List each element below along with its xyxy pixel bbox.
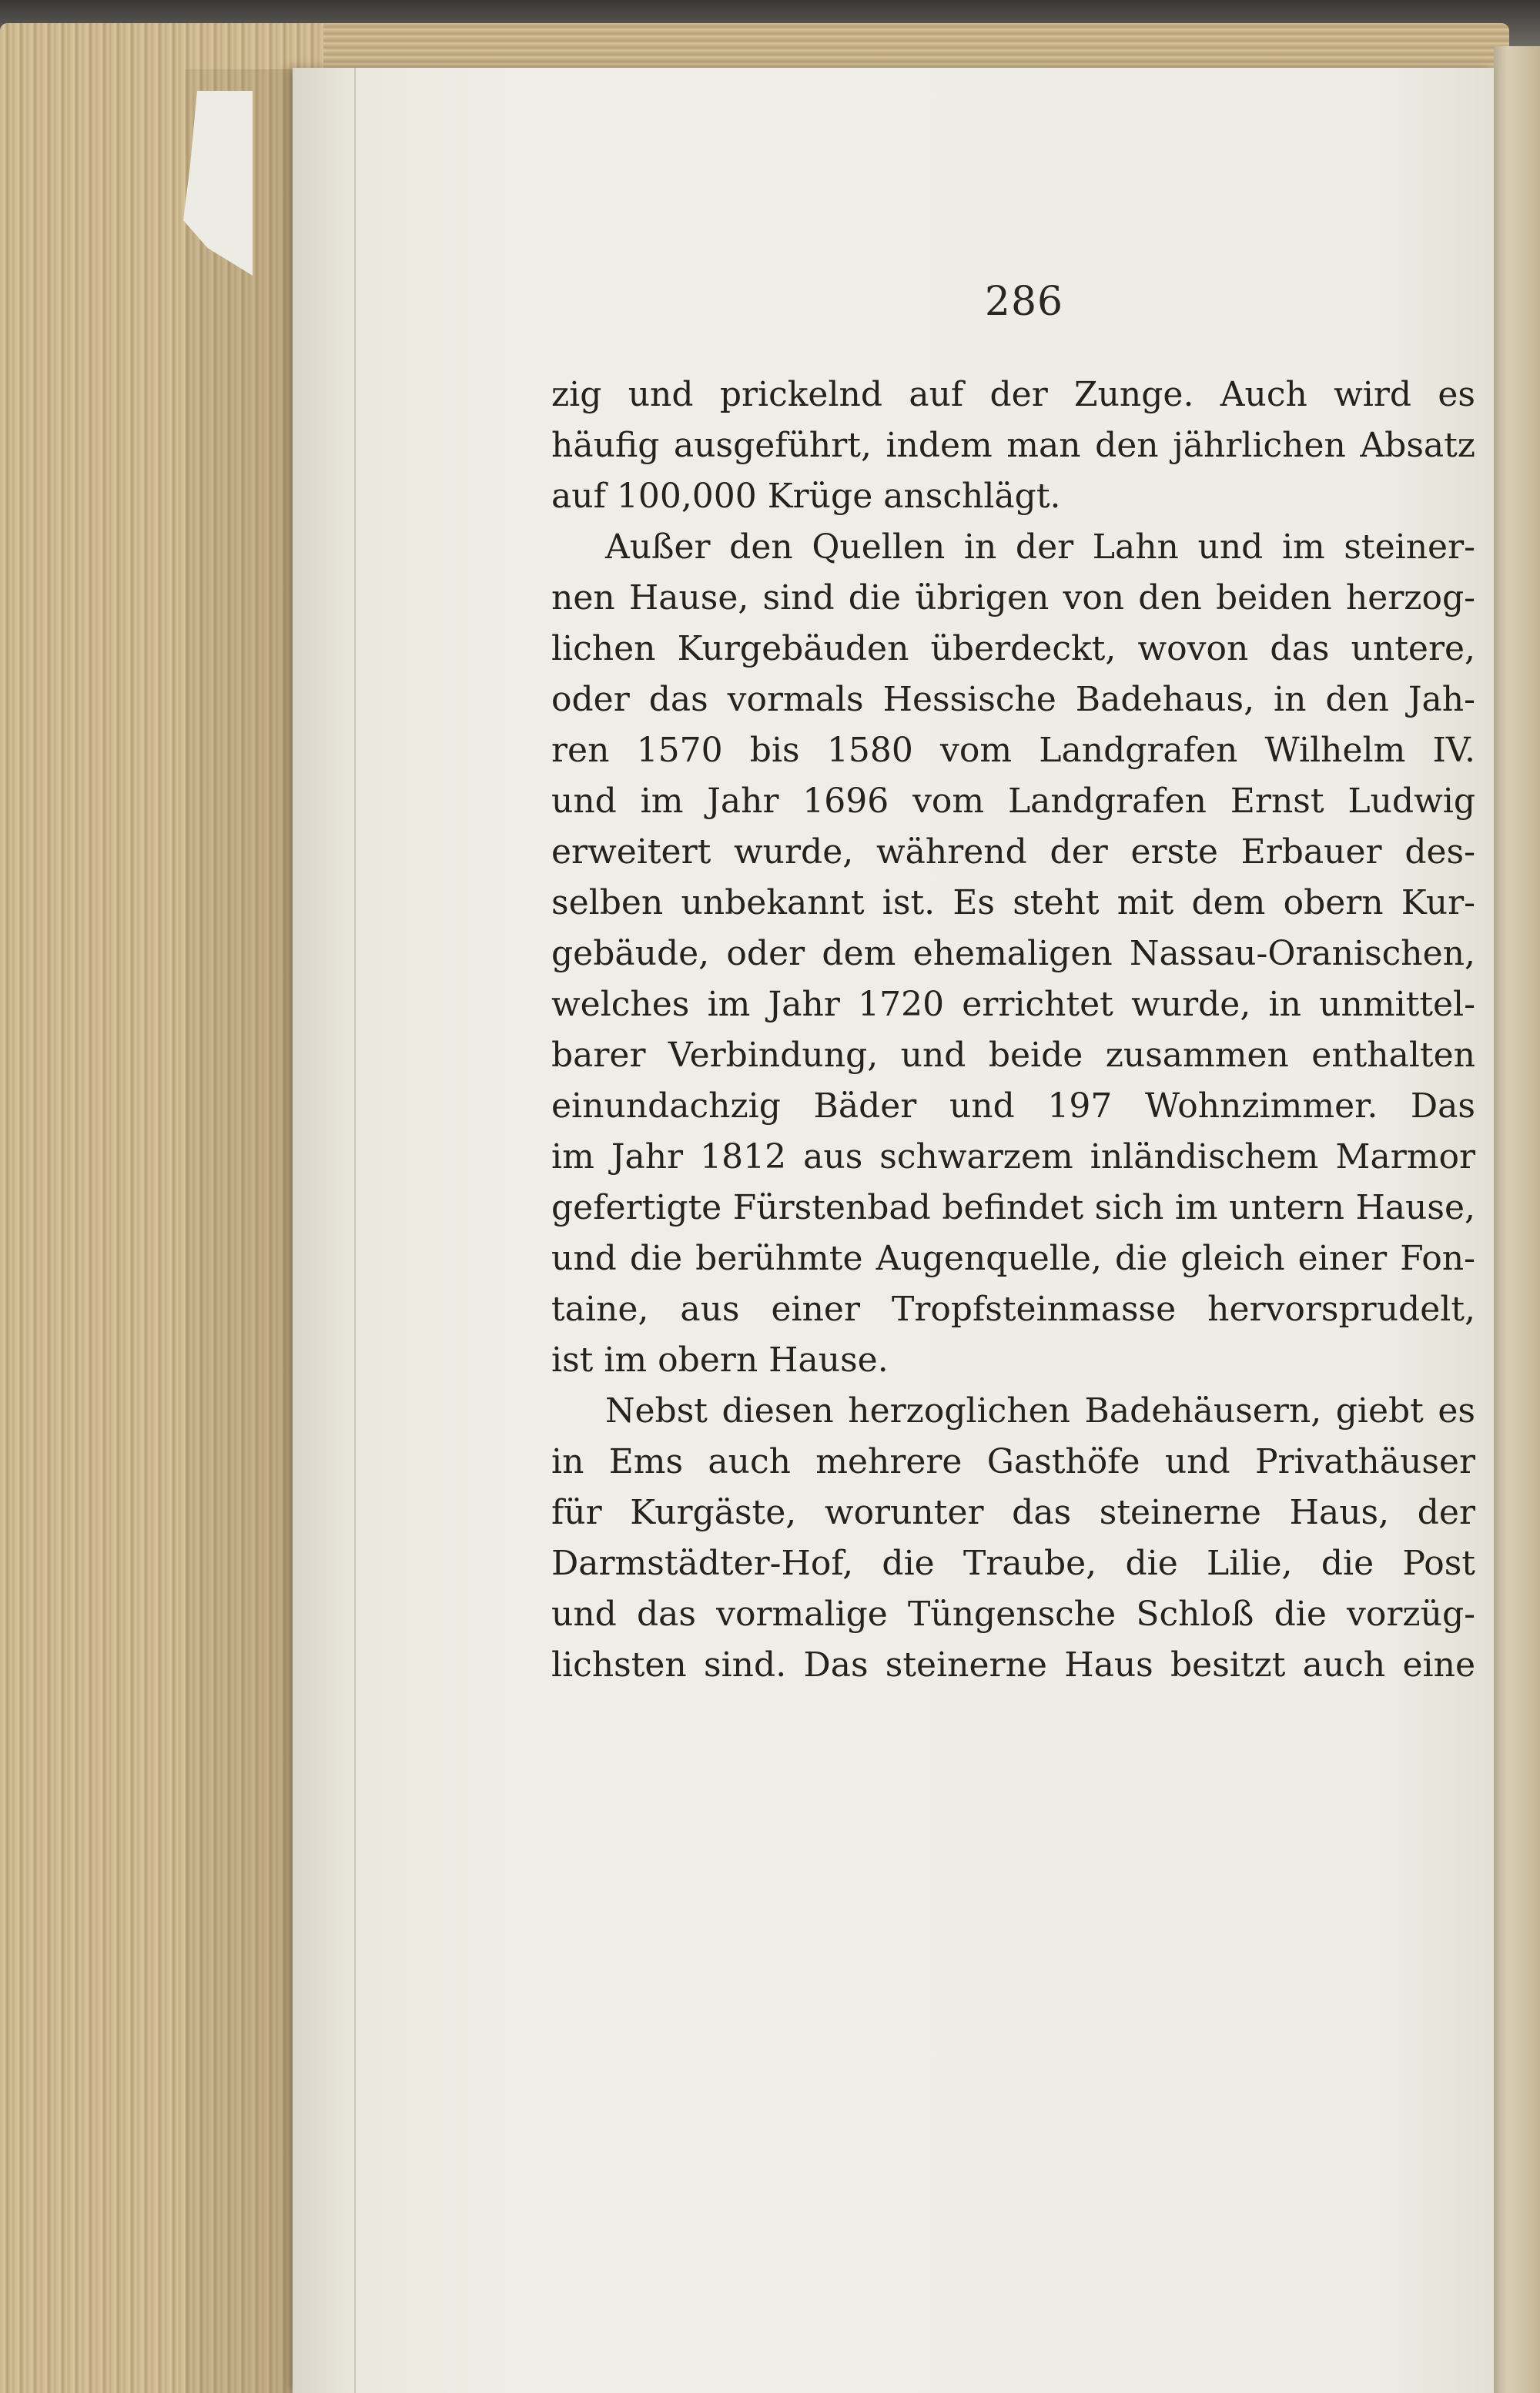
text-line: auf 100,000 Krüge anschlägt. <box>551 477 1061 516</box>
text-line: im Jahr 1812 aus schwarzem inländischem Marmor <box>551 1137 1475 1176</box>
text-line: Darmstädter-Hof, die Traube, die Lilie, die Post <box>551 1544 1475 1583</box>
text-line: selben unbekannt ist. Es steht mit dem obern Kur- <box>551 883 1475 922</box>
text-line: lichen Kurgebäuden überdeckt, wovon das untere, <box>551 629 1475 668</box>
text-line: einundachzig Bäder und 197 Wohnzimmer. Das <box>551 1086 1475 1126</box>
text-line: zig und prickelnd auf der Zunge. Auch wird es <box>551 375 1475 414</box>
text-line: für Kurgäste, worunter das steinerne Haus, der <box>551 1493 1475 1532</box>
page-number: 286 <box>984 279 1064 325</box>
text-line: häufig ausgeführt, indem man den jährlichen Absatz <box>551 426 1475 465</box>
text-line: in Ems auch mehrere Gasthöfe und Privathäuser <box>551 1442 1475 1481</box>
text-line: erweitert wurde, während der erste Erbauer des- <box>551 832 1475 872</box>
page-gutter <box>354 68 356 2393</box>
text-line: barer Verbindung, und beide zusammen enthalten <box>551 1036 1475 1075</box>
text-line: und die berühmte Augenquelle, die gleich einer Fon- <box>551 1239 1475 1278</box>
text-line: lichsten sind. Das steinerne Haus besitzt auch eine <box>551 1645 1475 1685</box>
text-line: ist im obern Hause. <box>551 1340 889 1380</box>
text-line: gefertigte Fürstenbad befindet sich im untern Hause, <box>551 1188 1475 1227</box>
text-line: ren 1570 bis 1580 vom Landgrafen Wilhelm IV. <box>551 731 1475 770</box>
body-text <box>551 370 1475 1691</box>
text-line: gebäude, oder dem ehemaligen Nassau-Oranischen, <box>551 934 1475 973</box>
text-line: oder das vormals Hessische Badehaus, in den Jah- <box>551 680 1475 719</box>
text-line: nen Hause, sind die übrigen von den beiden herzog- <box>551 578 1475 617</box>
text-line: Außer den Quellen in der Lahn und im steiner- <box>605 527 1475 567</box>
text-line: welches im Jahr 1720 errichtet wurde, in unmittel- <box>551 985 1475 1024</box>
text-line: und im Jahr 1696 vom Landgrafen Ernst Ludwig <box>551 781 1475 821</box>
text-line: Nebst diesen herzoglichen Badehäusern, giebt es <box>605 1391 1475 1431</box>
facing-page-edge <box>1494 46 1540 2393</box>
text-line: und das vormalige Tüngensche Schloß die vorzüg- <box>551 1595 1475 1634</box>
text-line: taine, aus einer Tropfsteinmasse hervorsprudelt, <box>551 1290 1475 1329</box>
